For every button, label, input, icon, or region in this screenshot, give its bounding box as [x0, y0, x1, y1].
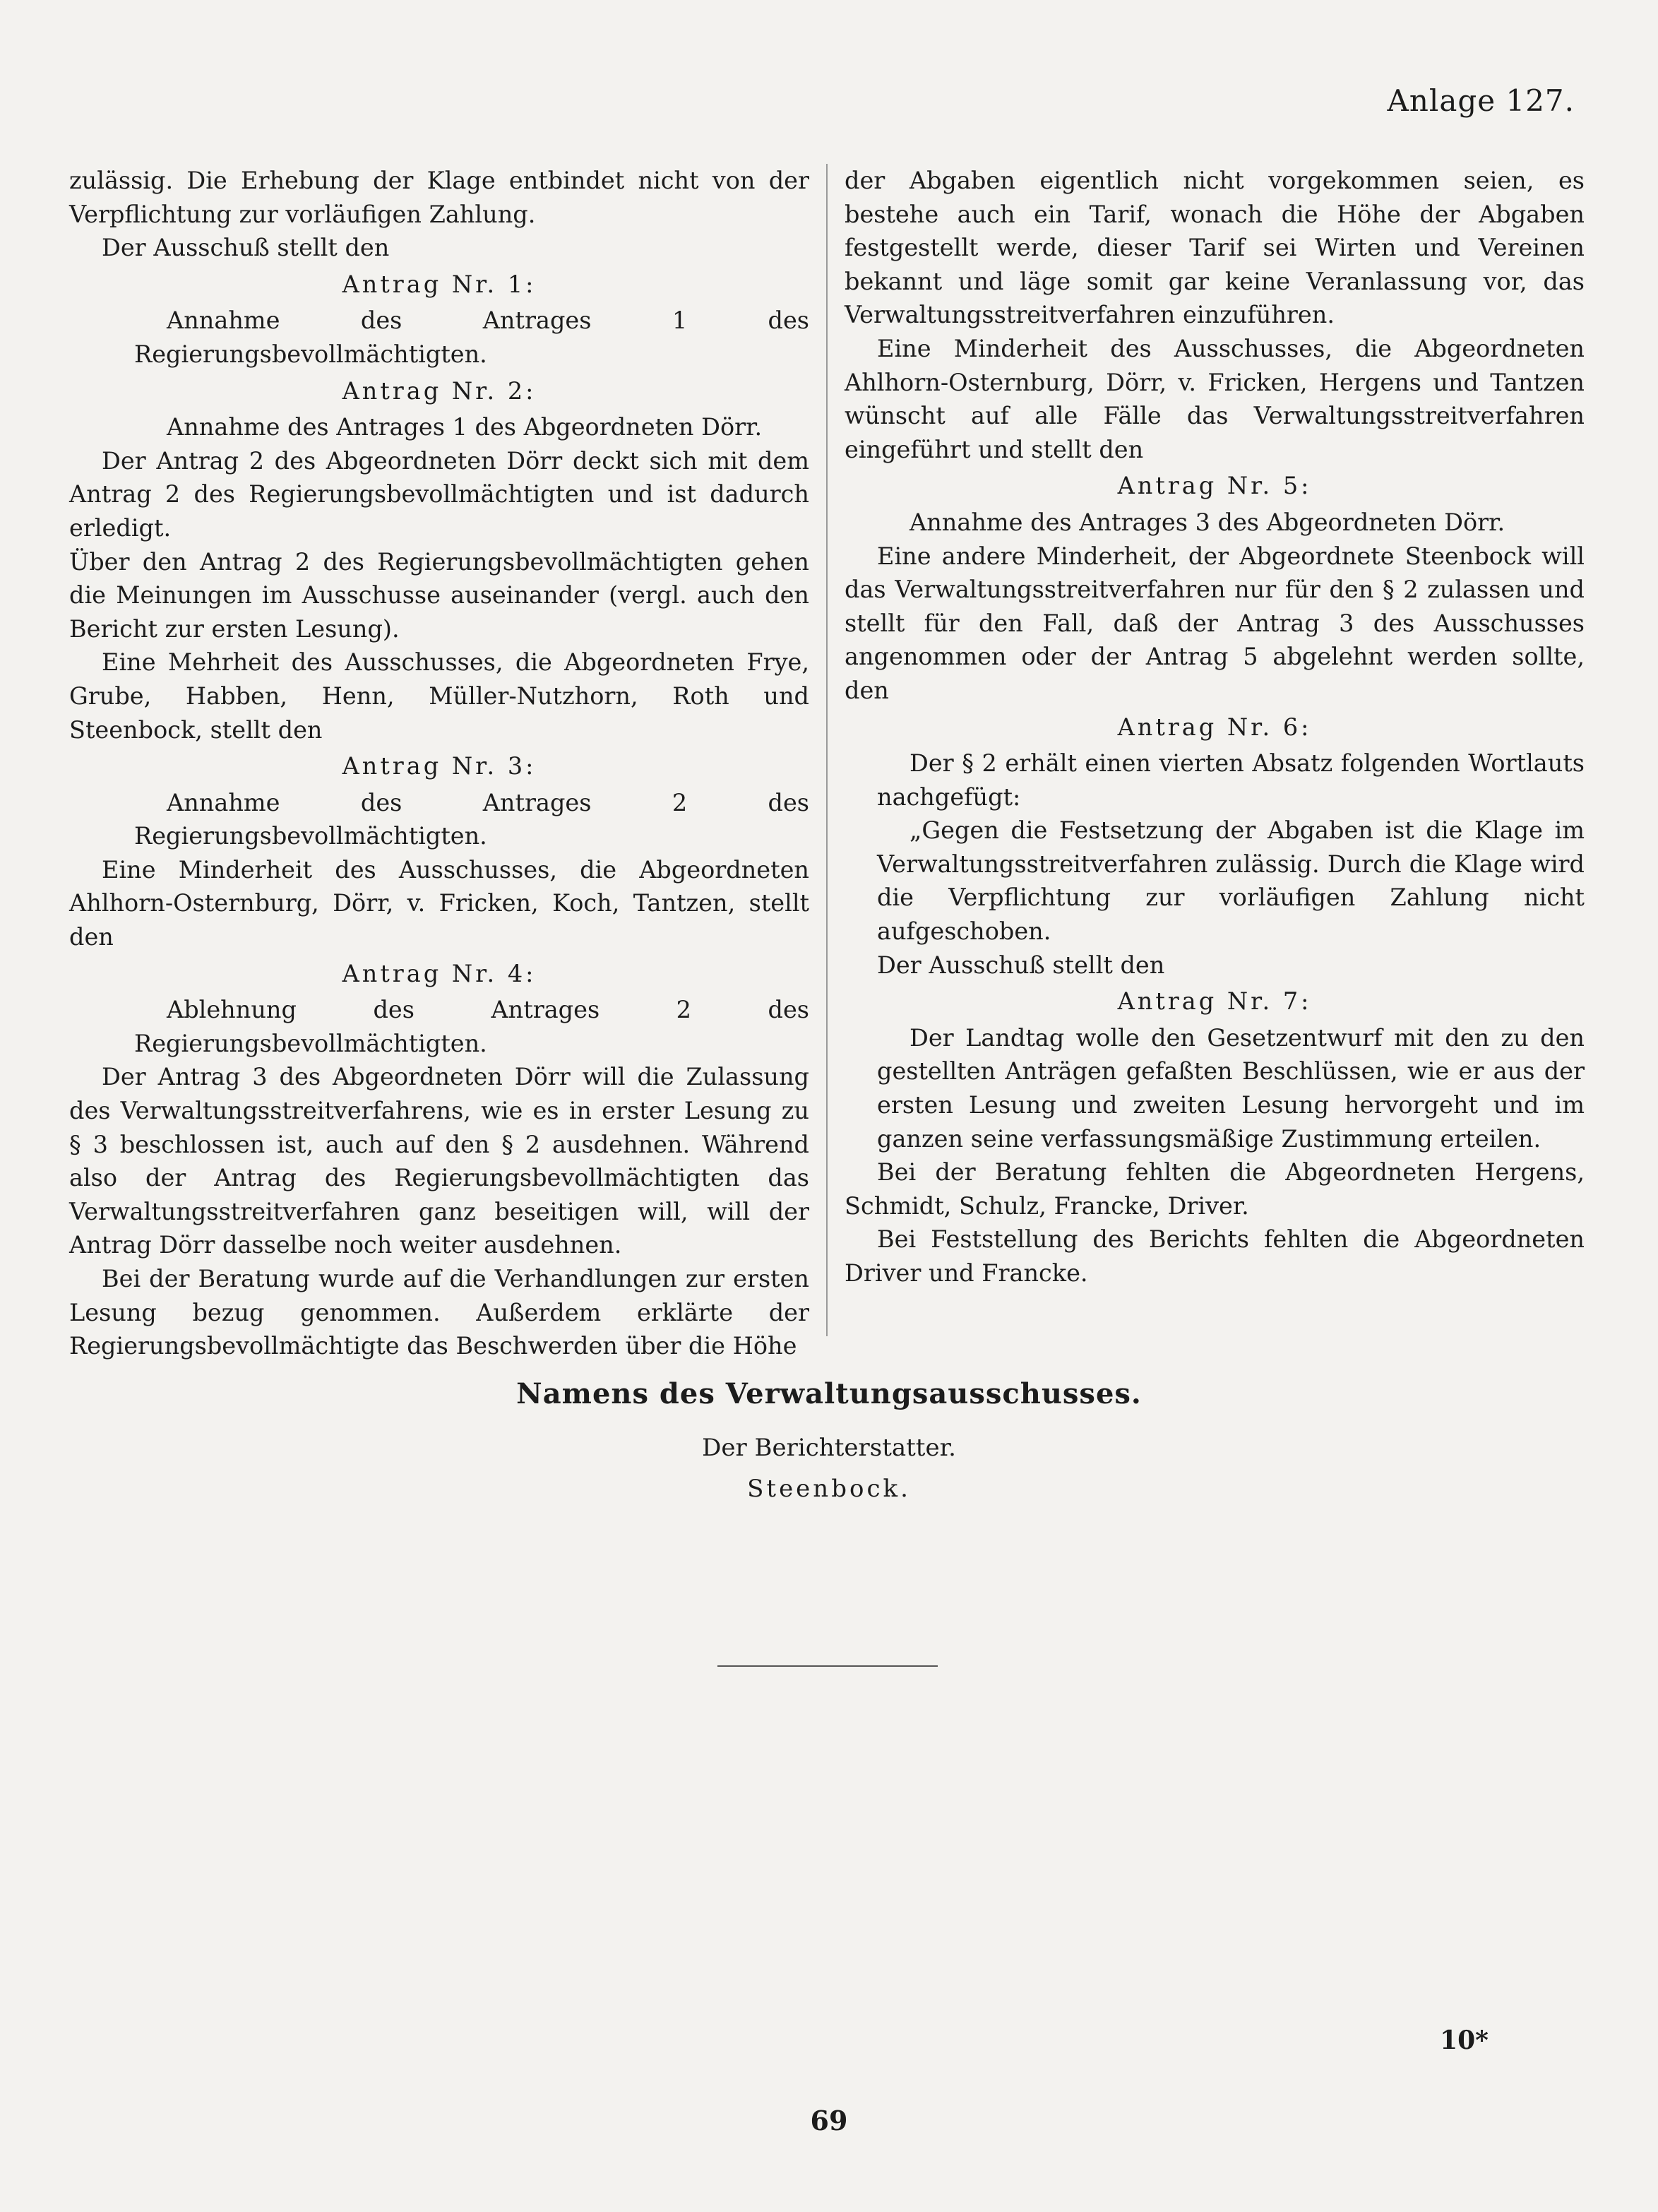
motion-text: Ablehnung des Antrages 2 des Regierungsbevollmächtigten. — [134, 996, 809, 1057]
motion-text: Annahme des Antrages 1 des Regierungsbevollmächtigten. — [134, 307, 809, 368]
closing-rule — [717, 1665, 938, 1667]
motion-heading: Antrag Nr. 4: — [342, 959, 537, 987]
column-divider — [826, 164, 828, 1336]
paragraph: Bei Feststellung des Berichts fehlten die Abgeordneten Driver und Francke. — [845, 1225, 1585, 1287]
motion-heading: Antrag Nr. 1: — [342, 270, 537, 298]
paragraph: Eine andere Minderheit, der Abgeordnete Steenbock will das Verwaltungsstreitverfahren nur für den § 2 zulassen und stellt für den Fall, daß der Antrag 3 des Ausschusses angenommen oder der Antrag 5 abgelehnt werden sollte, den — [845, 542, 1585, 704]
motion-heading: Antrag Nr. 5: — [1117, 472, 1312, 500]
motion-text: Annahme des Antrages 2 des Regierungsbevollmächtigten. — [134, 788, 809, 850]
quoted-text: Der § 2 erhält einen vierten Absatz folgenden Wortlauts nachgefügt: — [877, 749, 1585, 811]
paragraph-continued: der Abgaben eigentlich nicht vorgekommen seien, es bestehe auch ein Tarif, wonach die Höhe der Abgaben festgestellt werde, dieser Tarif sei Wirten und Vereinen bekannt und läge somit gar keine Veranlassung vor, das Verwaltungsstreitverfahren einzuführen. — [845, 167, 1585, 329]
motion-heading: Antrag Nr. 3: — [342, 752, 537, 780]
paragraph: Bei der Beratung wurde auf die Verhandlungen zur ersten Lesung bezug genommen. Außerdem erklärte der Regierungsbevollmächtigte das Beschwerden über die Höhe — [69, 1265, 809, 1360]
motion-text: Der Landtag wolle den Gesetzentwurf mit den zu den gestellten Anträgen gefaßten Beschlüssen, wie er aus der ersten Lesung und zweiten Lesung hervorgeht und im ganzen seine verfassungsmäßige Zustimmung erteilen. — [877, 1023, 1585, 1153]
page-number: 69 — [810, 2105, 848, 2136]
paragraph: Der Antrag 2 des Abgeordneten Dörr deckt sich mit dem Antrag 2 des Regierungsbevollmächtigten und ist dadurch erledigt. — [69, 446, 809, 542]
rapporteur-label: Der Berichterstatter. — [702, 1434, 956, 1462]
rapporteur-name: Steenbock. — [747, 1475, 911, 1503]
motion-heading: Antrag Nr. 7: — [1117, 987, 1312, 1016]
sheet-signature-mark: 10* — [1440, 2026, 1489, 2055]
motion-heading: Antrag Nr. 2: — [342, 376, 537, 405]
left-column — [69, 164, 809, 1363]
paragraph: Eine Minderheit des Ausschusses, die Abgeordneten Ahlhorn-Osternburg, Dörr, v. Fricken, Hergens und Tantzen wünscht auf alle Fälle das Verwaltungsstreitverfahren eingeführt und stellt den — [845, 334, 1585, 463]
motion-heading: Antrag Nr. 6: — [1117, 713, 1312, 741]
annex-label: Anlage 127. — [1387, 83, 1575, 118]
paragraph-continued: zulässig. Die Erhebung der Klage entbindet nicht von der Verpflichtung zur vorläufigen Zahlung. — [69, 167, 809, 228]
committee-signature: Namens des Verwaltungsausschusses. — [516, 1377, 1142, 1410]
motion-text: Annahme des Antrages 1 des Abgeordneten Dörr. — [167, 413, 763, 441]
paragraph: Der Ausschuß stellt den — [102, 234, 390, 262]
paragraph: Bei der Beratung fehlten die Abgeordneten Hergens, Schmidt, Schulz, Francke, Driver. — [845, 1158, 1585, 1220]
quoted-text: „Gegen die Festsetzung der Abgaben ist die Klage im Verwaltungsstreitverfahren zulässig. Durch die Klage wird die Verpflichtung zur vorläufigen Zahlung nicht aufgeschoben. — [877, 816, 1585, 946]
paragraph: Der Antrag 3 des Abgeordneten Dörr will die Zulassung des Verwaltungsstreitverfahrens, wie es in erster Lesung zu § 3 beschlossen ist, auch auf den § 2 ausdehnen. Während also der Antrag des Regierungsbevollmächtigten das Verwaltungsstreitverfahren ganz beseitigen will, will der Antrag Dörr dasselbe noch weiter ausdehnen. — [69, 1063, 809, 1259]
paragraph: Der Ausschuß stellt den — [877, 951, 1165, 979]
paragraph: Eine Mehrheit des Ausschusses, die Abgeordneten Frye, Grube, Habben, Henn, Müller-Nutzhorn, Roth und Steenbock, stellt den — [69, 648, 809, 744]
motion-text: Annahme des Antrages 3 des Abgeordneten Dörr. — [909, 508, 1505, 536]
paragraph-continued: Über den Antrag 2 des Regierungsbevollmächtigten gehen die Meinungen im Ausschusse auseinander (vergl. auch den Bericht zur ersten Lesung). — [69, 547, 809, 643]
paragraph: Eine Minderheit des Ausschusses, die Abgeordneten Ahlhorn-Osternburg, Dörr, v. Fricken, Koch, Tantzen, stellt den — [69, 855, 809, 951]
right-column — [845, 164, 1585, 1290]
